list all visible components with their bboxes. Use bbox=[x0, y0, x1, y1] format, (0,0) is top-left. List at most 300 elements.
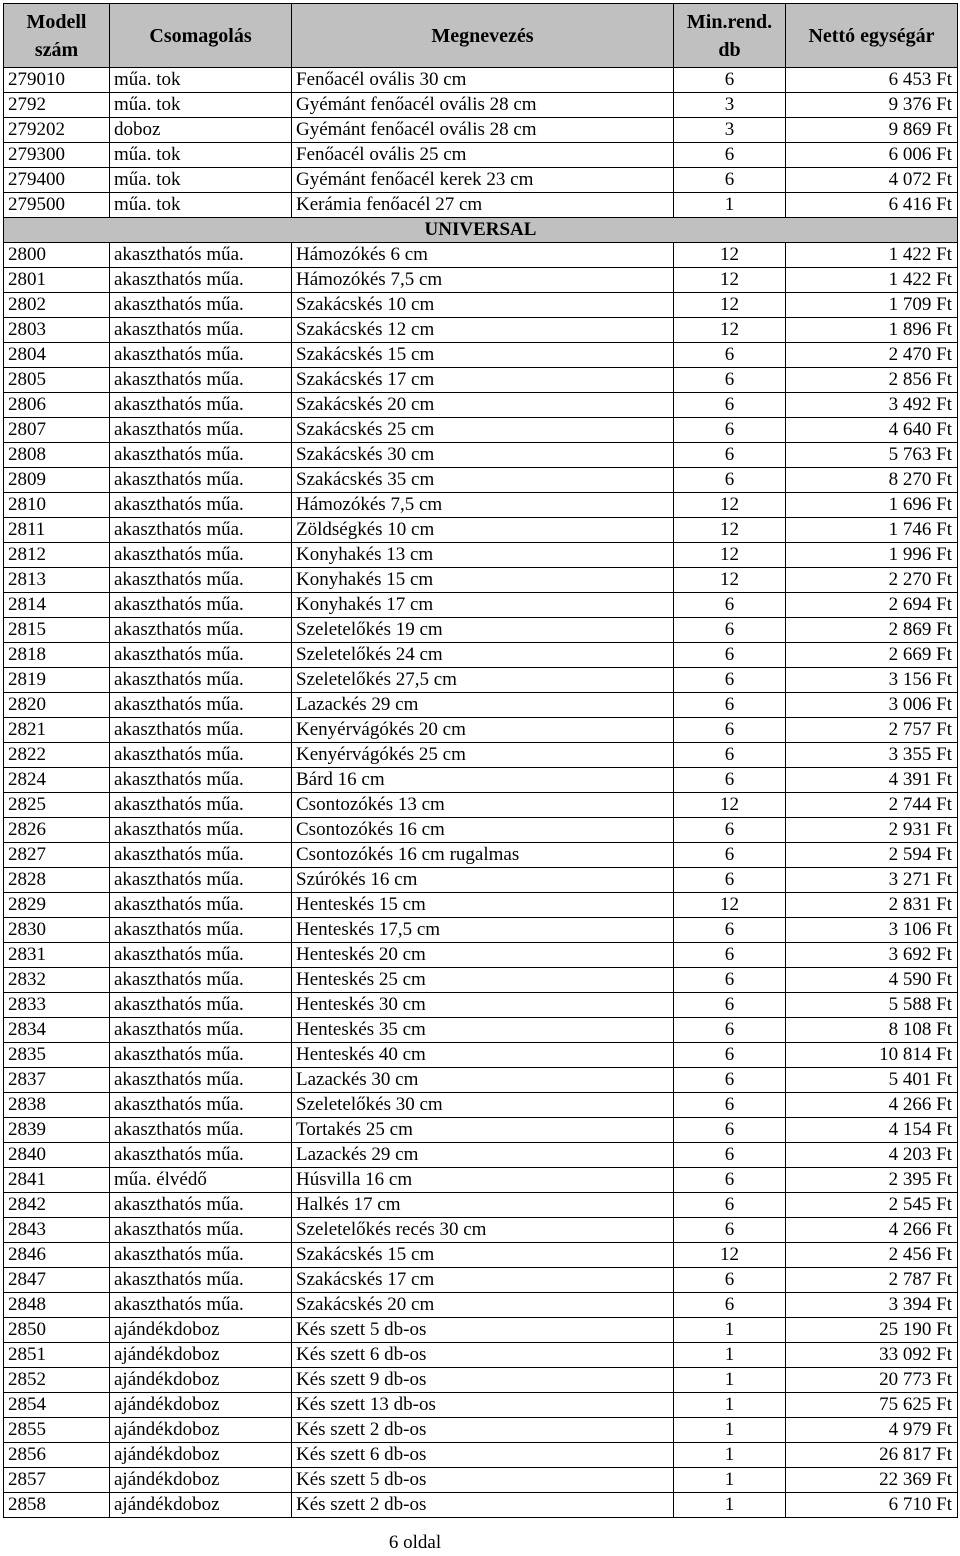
cell-packaging: ajándékdoboz bbox=[110, 1493, 292, 1518]
cell-name: Csontozókés 16 cm bbox=[292, 818, 674, 843]
cell-price: 2 757 Ft bbox=[786, 718, 958, 743]
cell-name: Zöldségkés 10 cm bbox=[292, 518, 674, 543]
table-row bbox=[4, 118, 958, 143]
cell-min-qty: 6 bbox=[674, 968, 786, 993]
cell-model: 2802 bbox=[4, 293, 110, 318]
cell-model: 2854 bbox=[4, 1393, 110, 1418]
table-row bbox=[4, 1268, 958, 1293]
cell-packaging: akaszthatós műa. bbox=[110, 943, 292, 968]
cell-model: 2843 bbox=[4, 1218, 110, 1243]
cell-model: 2824 bbox=[4, 768, 110, 793]
cell-name: Fenőacél ovális 30 cm bbox=[292, 68, 674, 93]
cell-name: Henteskés 17,5 cm bbox=[292, 918, 674, 943]
cell-min-qty: 6 bbox=[674, 768, 786, 793]
cell-min-qty: 12 bbox=[674, 793, 786, 818]
cell-min-qty: 6 bbox=[674, 368, 786, 393]
cell-packaging: akaszthatós műa. bbox=[110, 618, 292, 643]
cell-min-qty: 6 bbox=[674, 418, 786, 443]
table-row bbox=[4, 618, 958, 643]
cell-packaging: akaszthatós műa. bbox=[110, 1293, 292, 1318]
cell-name: Henteskés 15 cm bbox=[292, 893, 674, 918]
cell-min-qty: 1 bbox=[674, 1343, 786, 1368]
table-row bbox=[4, 1343, 958, 1368]
cell-model: 2831 bbox=[4, 943, 110, 968]
cell-model: 2811 bbox=[4, 518, 110, 543]
cell-packaging: akaszthatós műa. bbox=[110, 568, 292, 593]
cell-min-qty: 6 bbox=[674, 643, 786, 668]
table-row bbox=[4, 1218, 958, 1243]
cell-model: 2830 bbox=[4, 918, 110, 943]
table-row bbox=[4, 743, 958, 768]
cell-packaging: akaszthatós műa. bbox=[110, 668, 292, 693]
cell-model: 2808 bbox=[4, 443, 110, 468]
cell-packaging: akaszthatós műa. bbox=[110, 643, 292, 668]
table-header bbox=[4, 4, 958, 68]
cell-model: 279400 bbox=[4, 168, 110, 193]
cell-price: 22 369 Ft bbox=[786, 1468, 958, 1493]
cell-min-qty: 6 bbox=[674, 1293, 786, 1318]
cell-packaging: akaszthatós műa. bbox=[110, 868, 292, 893]
table-row bbox=[4, 1293, 958, 1318]
cell-name: Húsvilla 16 cm bbox=[292, 1168, 674, 1193]
cell-model: 279500 bbox=[4, 193, 110, 218]
cell-price: 1 896 Ft bbox=[786, 318, 958, 343]
table-row bbox=[4, 293, 958, 318]
table-row bbox=[4, 1418, 958, 1443]
price-list-sheet bbox=[3, 3, 957, 1518]
cell-model: 2814 bbox=[4, 593, 110, 618]
cell-min-qty: 12 bbox=[674, 268, 786, 293]
cell-packaging: ajándékdoboz bbox=[110, 1468, 292, 1493]
cell-min-qty: 6 bbox=[674, 718, 786, 743]
cell-model: 2850 bbox=[4, 1318, 110, 1343]
cell-min-qty: 6 bbox=[674, 593, 786, 618]
cell-name: Kés szett 2 db-os bbox=[292, 1418, 674, 1443]
cell-min-qty: 12 bbox=[674, 493, 786, 518]
cell-model: 2857 bbox=[4, 1468, 110, 1493]
cell-packaging: akaszthatós műa. bbox=[110, 1118, 292, 1143]
table-row bbox=[4, 893, 958, 918]
cell-packaging: műa. tok bbox=[110, 68, 292, 93]
cell-min-qty: 12 bbox=[674, 543, 786, 568]
cell-model: 2851 bbox=[4, 1343, 110, 1368]
table-row bbox=[4, 493, 958, 518]
cell-model: 2833 bbox=[4, 993, 110, 1018]
table-row bbox=[4, 1193, 958, 1218]
cell-min-qty: 6 bbox=[674, 818, 786, 843]
cell-price: 2 470 Ft bbox=[786, 343, 958, 368]
cell-model: 2822 bbox=[4, 743, 110, 768]
cell-packaging: akaszthatós műa. bbox=[110, 743, 292, 768]
cell-price: 4 391 Ft bbox=[786, 768, 958, 793]
table-row bbox=[4, 643, 958, 668]
cell-name: Gyémánt fenőacél ovális 28 cm bbox=[292, 118, 674, 143]
cell-model: 2841 bbox=[4, 1168, 110, 1193]
table-row bbox=[4, 818, 958, 843]
cell-price: 2 744 Ft bbox=[786, 793, 958, 818]
cell-price: 9 869 Ft bbox=[786, 118, 958, 143]
cell-model: 279202 bbox=[4, 118, 110, 143]
table-row bbox=[4, 193, 958, 218]
cell-price: 2 694 Ft bbox=[786, 593, 958, 618]
cell-model: 2852 bbox=[4, 1368, 110, 1393]
cell-model: 2809 bbox=[4, 468, 110, 493]
cell-name: Szakácskés 17 cm bbox=[292, 1268, 674, 1293]
cell-price: 25 190 Ft bbox=[786, 1318, 958, 1343]
cell-price: 2 270 Ft bbox=[786, 568, 958, 593]
cell-packaging: akaszthatós műa. bbox=[110, 493, 292, 518]
cell-min-qty: 12 bbox=[674, 568, 786, 593]
cell-price: 1 422 Ft bbox=[786, 243, 958, 268]
table-row bbox=[4, 143, 958, 168]
cell-model: 2839 bbox=[4, 1118, 110, 1143]
cell-name: Szakácskés 35 cm bbox=[292, 468, 674, 493]
col-header-price: Nettó egységár bbox=[786, 4, 958, 68]
cell-min-qty: 12 bbox=[674, 518, 786, 543]
cell-min-qty: 6 bbox=[674, 943, 786, 968]
cell-model: 2832 bbox=[4, 968, 110, 993]
cell-price: 4 640 Ft bbox=[786, 418, 958, 443]
cell-price: 2 669 Ft bbox=[786, 643, 958, 668]
cell-name: Kés szett 6 db-os bbox=[292, 1343, 674, 1368]
cell-packaging: akaszthatós műa. bbox=[110, 768, 292, 793]
cell-min-qty: 6 bbox=[674, 743, 786, 768]
cell-name: Szeletelőkés 24 cm bbox=[292, 643, 674, 668]
cell-packaging: akaszthatós műa. bbox=[110, 443, 292, 468]
cell-price: 4 979 Ft bbox=[786, 1418, 958, 1443]
cell-name: Halkés 17 cm bbox=[292, 1193, 674, 1218]
cell-model: 2813 bbox=[4, 568, 110, 593]
table-row bbox=[4, 318, 958, 343]
cell-min-qty: 6 bbox=[674, 343, 786, 368]
table-row bbox=[4, 518, 958, 543]
cell-name: Szeletelőkés 27,5 cm bbox=[292, 668, 674, 693]
cell-packaging: ajándékdoboz bbox=[110, 1368, 292, 1393]
table-row bbox=[4, 768, 958, 793]
table-row bbox=[4, 1018, 958, 1043]
cell-min-qty: 12 bbox=[674, 1243, 786, 1268]
cell-name: Hámozókés 6 cm bbox=[292, 243, 674, 268]
cell-name: Szakácskés 15 cm bbox=[292, 1243, 674, 1268]
cell-packaging: akaszthatós műa. bbox=[110, 418, 292, 443]
table-row bbox=[4, 668, 958, 693]
cell-model: 2801 bbox=[4, 268, 110, 293]
cell-name: Konyhakés 17 cm bbox=[292, 593, 674, 618]
cell-name: Szeletelőkés 19 cm bbox=[292, 618, 674, 643]
cell-model: 2804 bbox=[4, 343, 110, 368]
cell-price: 6 710 Ft bbox=[786, 1493, 958, 1518]
cell-name: Lazackés 29 cm bbox=[292, 693, 674, 718]
table-row bbox=[4, 1393, 958, 1418]
cell-packaging: akaszthatós műa. bbox=[110, 268, 292, 293]
cell-model: 2806 bbox=[4, 393, 110, 418]
section-row bbox=[4, 218, 958, 243]
cell-price: 2 787 Ft bbox=[786, 1268, 958, 1293]
cell-model: 2800 bbox=[4, 243, 110, 268]
col-header-model-line2: szám bbox=[34, 38, 79, 61]
cell-min-qty: 6 bbox=[674, 843, 786, 868]
section-title: UNIVERSAL bbox=[4, 218, 958, 243]
cell-model: 2838 bbox=[4, 1093, 110, 1118]
cell-packaging: ajándékdoboz bbox=[110, 1418, 292, 1443]
cell-price: 1 696 Ft bbox=[786, 493, 958, 518]
cell-name: Szeletelőkés 30 cm bbox=[292, 1093, 674, 1118]
col-header-model-line1: Modell bbox=[26, 10, 87, 33]
cell-price: 20 773 Ft bbox=[786, 1368, 958, 1393]
cell-price: 5 588 Ft bbox=[786, 993, 958, 1018]
table-row bbox=[4, 443, 958, 468]
cell-packaging: akaszthatós műa. bbox=[110, 918, 292, 943]
cell-name: Kés szett 2 db-os bbox=[292, 1493, 674, 1518]
cell-packaging: akaszthatós műa. bbox=[110, 293, 292, 318]
cell-price: 6 416 Ft bbox=[786, 193, 958, 218]
cell-model: 2818 bbox=[4, 643, 110, 668]
cell-packaging: akaszthatós műa. bbox=[110, 718, 292, 743]
cell-min-qty: 1 bbox=[674, 193, 786, 218]
cell-packaging: akaszthatós műa. bbox=[110, 893, 292, 918]
cell-min-qty: 6 bbox=[674, 1118, 786, 1143]
cell-price: 2 545 Ft bbox=[786, 1193, 958, 1218]
price-table bbox=[3, 3, 958, 1518]
cell-packaging: műa. tok bbox=[110, 143, 292, 168]
table-row bbox=[4, 1368, 958, 1393]
cell-name: Konyhakés 13 cm bbox=[292, 543, 674, 568]
cell-price: 3 692 Ft bbox=[786, 943, 958, 968]
cell-price: 26 817 Ft bbox=[786, 1443, 958, 1468]
cell-name: Henteskés 35 cm bbox=[292, 1018, 674, 1043]
cell-packaging: akaszthatós műa. bbox=[110, 343, 292, 368]
cell-min-qty: 6 bbox=[674, 918, 786, 943]
cell-model: 2825 bbox=[4, 793, 110, 818]
cell-model: 2805 bbox=[4, 368, 110, 393]
cell-name: Szakácskés 30 cm bbox=[292, 443, 674, 468]
cell-name: Henteskés 30 cm bbox=[292, 993, 674, 1018]
cell-min-qty: 6 bbox=[674, 1193, 786, 1218]
cell-price: 1 996 Ft bbox=[786, 543, 958, 568]
cell-price: 3 492 Ft bbox=[786, 393, 958, 418]
cell-name: Henteskés 20 cm bbox=[292, 943, 674, 968]
col-header-name: Megnevezés bbox=[292, 4, 674, 68]
cell-min-qty: 6 bbox=[674, 1168, 786, 1193]
cell-min-qty: 6 bbox=[674, 1143, 786, 1168]
cell-packaging: akaszthatós műa. bbox=[110, 243, 292, 268]
cell-min-qty: 6 bbox=[674, 1268, 786, 1293]
cell-model: 2848 bbox=[4, 1293, 110, 1318]
table-row bbox=[4, 943, 958, 968]
cell-name: Kés szett 5 db-os bbox=[292, 1318, 674, 1343]
table-row bbox=[4, 1093, 958, 1118]
cell-model: 2792 bbox=[4, 93, 110, 118]
table-row bbox=[4, 393, 958, 418]
cell-name: Hámozókés 7,5 cm bbox=[292, 493, 674, 518]
cell-price: 4 590 Ft bbox=[786, 968, 958, 993]
cell-packaging: akaszthatós műa. bbox=[110, 1093, 292, 1118]
cell-packaging: akaszthatós műa. bbox=[110, 1018, 292, 1043]
cell-name: Csontozókés 16 cm rugalmas bbox=[292, 843, 674, 868]
cell-price: 3 394 Ft bbox=[786, 1293, 958, 1318]
cell-min-qty: 6 bbox=[674, 468, 786, 493]
cell-packaging: akaszthatós műa. bbox=[110, 843, 292, 868]
cell-model: 2847 bbox=[4, 1268, 110, 1293]
cell-price: 6 453 Ft bbox=[786, 68, 958, 93]
cell-min-qty: 6 bbox=[674, 1068, 786, 1093]
col-header-packaging: Csomagolás bbox=[110, 4, 292, 68]
cell-model: 2856 bbox=[4, 1443, 110, 1468]
cell-price: 2 869 Ft bbox=[786, 618, 958, 643]
table-row bbox=[4, 1493, 958, 1518]
cell-price: 3 106 Ft bbox=[786, 918, 958, 943]
table-row bbox=[4, 1043, 958, 1068]
cell-packaging: akaszthatós műa. bbox=[110, 1268, 292, 1293]
table-row bbox=[4, 993, 958, 1018]
header-row bbox=[4, 4, 958, 68]
cell-name: Kés szett 6 db-os bbox=[292, 1443, 674, 1468]
cell-name: Lazackés 29 cm bbox=[292, 1143, 674, 1168]
table-row bbox=[4, 93, 958, 118]
table-row bbox=[4, 693, 958, 718]
cell-packaging: akaszthatós műa. bbox=[110, 1043, 292, 1068]
cell-min-qty: 6 bbox=[674, 993, 786, 1018]
cell-packaging: akaszthatós műa. bbox=[110, 968, 292, 993]
cell-name: Kerámia fenőacél 27 cm bbox=[292, 193, 674, 218]
table-row bbox=[4, 568, 958, 593]
cell-packaging: akaszthatós műa. bbox=[110, 1143, 292, 1168]
cell-model: 2826 bbox=[4, 818, 110, 843]
cell-price: 9 376 Ft bbox=[786, 93, 958, 118]
cell-model: 2855 bbox=[4, 1418, 110, 1443]
cell-name: Szúrókés 16 cm bbox=[292, 868, 674, 893]
cell-price: 2 456 Ft bbox=[786, 1243, 958, 1268]
cell-name: Henteskés 40 cm bbox=[292, 1043, 674, 1068]
cell-model: 279300 bbox=[4, 143, 110, 168]
col-header-model bbox=[4, 4, 110, 68]
col-header-min-qty bbox=[674, 4, 786, 68]
table-row bbox=[4, 1443, 958, 1468]
table-row bbox=[4, 68, 958, 93]
cell-price: 33 092 Ft bbox=[786, 1343, 958, 1368]
cell-min-qty: 6 bbox=[674, 1093, 786, 1118]
cell-packaging: műa. tok bbox=[110, 193, 292, 218]
table-row bbox=[4, 918, 958, 943]
cell-min-qty: 1 bbox=[674, 1493, 786, 1518]
col-header-min-qty-line2: db bbox=[718, 38, 741, 61]
cell-packaging: akaszthatós műa. bbox=[110, 693, 292, 718]
cell-min-qty: 1 bbox=[674, 1368, 786, 1393]
cell-model: 2842 bbox=[4, 1193, 110, 1218]
table-row bbox=[4, 243, 958, 268]
cell-price: 3 271 Ft bbox=[786, 868, 958, 893]
cell-name: Kenyérvágókés 25 cm bbox=[292, 743, 674, 768]
cell-price: 10 814 Ft bbox=[786, 1043, 958, 1068]
cell-price: 5 763 Ft bbox=[786, 443, 958, 468]
cell-min-qty: 1 bbox=[674, 1418, 786, 1443]
table-row bbox=[4, 868, 958, 893]
cell-packaging: akaszthatós műa. bbox=[110, 543, 292, 568]
table-row bbox=[4, 1318, 958, 1343]
cell-packaging: ajándékdoboz bbox=[110, 1343, 292, 1368]
cell-packaging: akaszthatós műa. bbox=[110, 318, 292, 343]
cell-model: 2837 bbox=[4, 1068, 110, 1093]
cell-price: 4 266 Ft bbox=[786, 1093, 958, 1118]
cell-min-qty: 1 bbox=[674, 1468, 786, 1493]
cell-min-qty: 12 bbox=[674, 293, 786, 318]
cell-packaging: ajándékdoboz bbox=[110, 1318, 292, 1343]
cell-price: 75 625 Ft bbox=[786, 1393, 958, 1418]
table-row bbox=[4, 718, 958, 743]
cell-model: 2820 bbox=[4, 693, 110, 718]
cell-price: 4 266 Ft bbox=[786, 1218, 958, 1243]
cell-packaging: műa. tok bbox=[110, 168, 292, 193]
cell-name: Tortakés 25 cm bbox=[292, 1118, 674, 1143]
cell-min-qty: 12 bbox=[674, 318, 786, 343]
cell-name: Bárd 16 cm bbox=[292, 768, 674, 793]
cell-name: Szeletelőkés recés 30 cm bbox=[292, 1218, 674, 1243]
table-row bbox=[4, 1143, 958, 1168]
cell-min-qty: 6 bbox=[674, 143, 786, 168]
cell-name: Kés szett 5 db-os bbox=[292, 1468, 674, 1493]
cell-model: 2821 bbox=[4, 718, 110, 743]
cell-min-qty: 6 bbox=[674, 1218, 786, 1243]
cell-price: 4 154 Ft bbox=[786, 1118, 958, 1143]
cell-packaging: akaszthatós műa. bbox=[110, 1193, 292, 1218]
cell-model: 2829 bbox=[4, 893, 110, 918]
cell-min-qty: 6 bbox=[674, 693, 786, 718]
table-row bbox=[4, 368, 958, 393]
cell-model: 2812 bbox=[4, 543, 110, 568]
cell-min-qty: 6 bbox=[674, 443, 786, 468]
cell-packaging: műa. tok bbox=[110, 93, 292, 118]
cell-price: 8 270 Ft bbox=[786, 468, 958, 493]
cell-name: Konyhakés 15 cm bbox=[292, 568, 674, 593]
table-row bbox=[4, 1068, 958, 1093]
cell-min-qty: 6 bbox=[674, 668, 786, 693]
cell-min-qty: 3 bbox=[674, 93, 786, 118]
cell-packaging: akaszthatós műa. bbox=[110, 818, 292, 843]
table-row bbox=[4, 1118, 958, 1143]
cell-model: 2834 bbox=[4, 1018, 110, 1043]
cell-name: Kés szett 13 db-os bbox=[292, 1393, 674, 1418]
cell-min-qty: 12 bbox=[674, 243, 786, 268]
cell-price: 2 831 Ft bbox=[786, 893, 958, 918]
cell-model: 2815 bbox=[4, 618, 110, 643]
cell-packaging: műa. élvédő bbox=[110, 1168, 292, 1193]
cell-model: 2835 bbox=[4, 1043, 110, 1068]
cell-min-qty: 6 bbox=[674, 1018, 786, 1043]
cell-model: 2819 bbox=[4, 668, 110, 693]
table-row bbox=[4, 543, 958, 568]
cell-model: 2840 bbox=[4, 1143, 110, 1168]
table-row bbox=[4, 1468, 958, 1493]
table-row bbox=[4, 968, 958, 993]
cell-name: Szakácskés 17 cm bbox=[292, 368, 674, 393]
cell-name: Lazackés 30 cm bbox=[292, 1068, 674, 1093]
cell-min-qty: 6 bbox=[674, 393, 786, 418]
cell-packaging: akaszthatós műa. bbox=[110, 1243, 292, 1268]
table-row bbox=[4, 843, 958, 868]
cell-packaging: ajándékdoboz bbox=[110, 1443, 292, 1468]
cell-min-qty: 6 bbox=[674, 68, 786, 93]
cell-price: 1 746 Ft bbox=[786, 518, 958, 543]
cell-price: 2 931 Ft bbox=[786, 818, 958, 843]
cell-min-qty: 1 bbox=[674, 1318, 786, 1343]
cell-name: Szakácskés 20 cm bbox=[292, 1293, 674, 1318]
cell-price: 2 856 Ft bbox=[786, 368, 958, 393]
cell-min-qty: 6 bbox=[674, 868, 786, 893]
cell-packaging: akaszthatós műa. bbox=[110, 1218, 292, 1243]
table-row bbox=[4, 168, 958, 193]
table-row bbox=[4, 418, 958, 443]
cell-model: 2803 bbox=[4, 318, 110, 343]
